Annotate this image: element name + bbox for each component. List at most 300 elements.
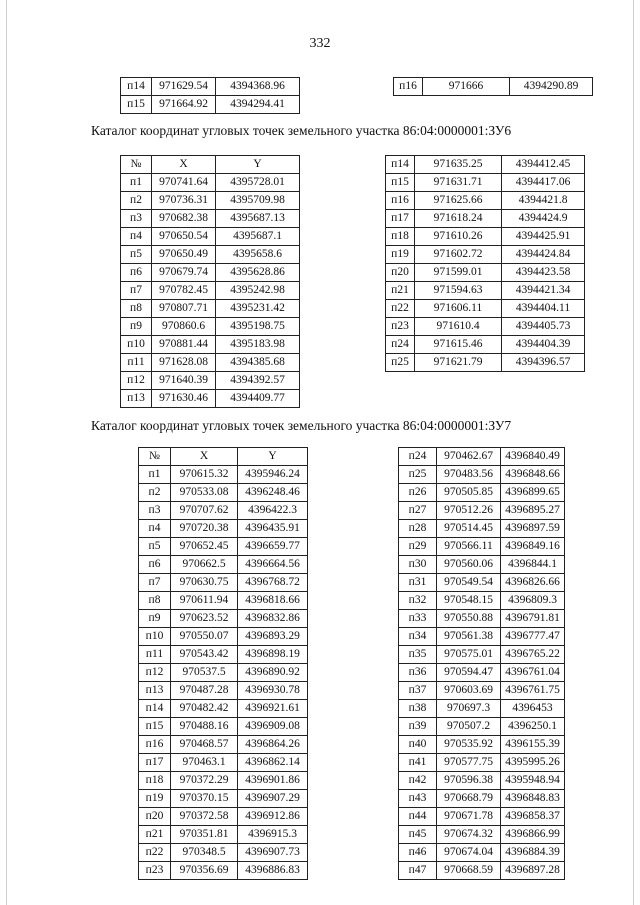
y-coordinate-cell: 4394424.84 (502, 246, 585, 264)
page-number: 332 (309, 36, 331, 51)
y-coordinate-cell: 4396848.66 (501, 466, 565, 484)
y-coordinate-cell: 4396791.81 (501, 610, 565, 628)
point-id-cell: п5 (139, 538, 171, 556)
x-coordinate-cell: 970679.74 (152, 264, 216, 282)
point-id-cell: п14 (139, 700, 171, 718)
y-coordinate-cell: 4396155.39 (501, 736, 565, 754)
table-row (399, 790, 565, 808)
point-id-cell: п11 (139, 646, 171, 664)
x-coordinate-cell: 970611.94 (171, 592, 238, 610)
x-coordinate-cell: 971631.71 (415, 174, 502, 192)
table-row (399, 484, 565, 502)
y-coordinate-cell: 4396858.37 (501, 808, 565, 826)
x-coordinate-cell: 970372.58 (171, 808, 238, 826)
table-row (139, 574, 308, 592)
x-coordinate-cell: 970674.04 (437, 844, 501, 862)
x-coordinate-cell: 970668.79 (437, 790, 501, 808)
point-id-cell: п42 (399, 772, 437, 790)
x-coordinate-cell: 970548.15 (437, 592, 501, 610)
point-id-cell: п3 (139, 502, 171, 520)
y-coordinate-cell: 4396848.83 (501, 790, 565, 808)
y-coordinate-cell: 4396862.14 (238, 754, 308, 772)
header-x: X (152, 156, 216, 174)
x-coordinate-cell: 970603.69 (437, 682, 501, 700)
table-row (139, 646, 308, 664)
y-coordinate-cell: 4396832.86 (238, 610, 308, 628)
x-coordinate-cell: 970623.52 (171, 610, 238, 628)
point-id-cell: п23 (139, 862, 171, 880)
point-id-cell: п1 (121, 174, 152, 192)
y-coordinate-cell: 4396886.83 (238, 862, 308, 880)
y-coordinate-cell: 4394417.06 (502, 174, 585, 192)
x-coordinate-cell: 971610.4 (415, 318, 502, 336)
table-row (399, 466, 565, 484)
y-coordinate-cell: 4396768.72 (238, 574, 308, 592)
y-coordinate-cell: 4396844.1 (501, 556, 565, 574)
point-id-cell: п15 (386, 174, 415, 192)
table-row (386, 336, 585, 354)
x-coordinate-cell: 970671.78 (437, 808, 501, 826)
point-id-cell: п47 (399, 862, 437, 880)
table-row (386, 210, 585, 228)
y-coordinate-cell: 4396921.61 (238, 700, 308, 718)
header-number: № (121, 156, 152, 174)
point-id-cell: п15 (139, 718, 171, 736)
y-coordinate-cell: 4396864.26 (238, 736, 308, 754)
point-id-cell: п15 (121, 96, 152, 114)
y-coordinate-cell: 4395995.26 (501, 754, 565, 772)
y-coordinate-cell: 4396901.86 (238, 772, 308, 790)
x-coordinate-cell: 970566.11 (437, 538, 501, 556)
x-coordinate-cell: 970356.69 (171, 862, 238, 880)
y-coordinate-cell: 4396930.78 (238, 682, 308, 700)
point-id-cell: п30 (399, 556, 437, 574)
point-id-cell: п6 (139, 556, 171, 574)
point-id-cell: п31 (399, 574, 437, 592)
table-row (399, 448, 565, 466)
point-id-cell: п37 (399, 682, 437, 700)
x-coordinate-cell: 970596.38 (437, 772, 501, 790)
y-coordinate-cell: 4394404.39 (502, 336, 585, 354)
table-row (121, 318, 300, 336)
x-coordinate-cell: 970860.6 (152, 318, 216, 336)
point-id-cell: п17 (386, 210, 415, 228)
point-id-cell: п12 (121, 372, 152, 390)
point-id-cell: п13 (121, 390, 152, 408)
point-id-cell: п10 (139, 628, 171, 646)
table-row (139, 772, 308, 790)
x-coordinate-cell: 970594.47 (437, 664, 501, 682)
x-coordinate-cell: 971594.63 (415, 282, 502, 300)
point-id-cell: п46 (399, 844, 437, 862)
point-id-cell: п12 (139, 664, 171, 682)
point-id-cell: п10 (121, 336, 152, 354)
x-coordinate-cell: 970782.45 (152, 282, 216, 300)
table-row (121, 192, 300, 210)
y-coordinate-cell: 4396884.39 (501, 844, 565, 862)
header-y: Y (216, 156, 300, 174)
x-coordinate-cell: 971602.72 (415, 246, 502, 264)
x-coordinate-cell: 970561.38 (437, 628, 501, 646)
table-row (399, 826, 565, 844)
point-id-cell: п18 (139, 772, 171, 790)
table-row (399, 556, 565, 574)
y-coordinate-cell: 4396890.92 (238, 664, 308, 682)
point-id-cell: п8 (121, 300, 152, 318)
point-id-cell: п8 (139, 592, 171, 610)
table-row (139, 808, 308, 826)
x-coordinate-cell: 971629.54 (152, 78, 216, 96)
y-coordinate-cell: 4396915.3 (238, 826, 308, 844)
point-id-cell: п24 (386, 336, 415, 354)
point-id-cell: п11 (121, 354, 152, 372)
x-coordinate-cell: 970650.54 (152, 228, 216, 246)
x-coordinate-cell: 970351.81 (171, 826, 238, 844)
table-row (121, 78, 300, 96)
point-id-cell: п21 (139, 826, 171, 844)
point-id-cell: п39 (399, 718, 437, 736)
coords-table-zu6-right (385, 155, 585, 372)
point-id-cell: п16 (386, 192, 415, 210)
table-row (139, 700, 308, 718)
y-coordinate-cell: 4394409.77 (216, 390, 300, 408)
table-row (386, 174, 585, 192)
table-row (399, 628, 565, 646)
point-id-cell: п13 (139, 682, 171, 700)
y-coordinate-cell: 4395948.94 (501, 772, 565, 790)
y-coordinate-cell: 4394290.89 (510, 78, 593, 96)
table-row (399, 682, 565, 700)
x-coordinate-cell: 970468.57 (171, 736, 238, 754)
table-row (139, 466, 308, 484)
y-coordinate-cell: 4394423.58 (502, 264, 585, 282)
table-row (139, 754, 308, 772)
table-row (386, 156, 585, 174)
table-row (399, 520, 565, 538)
point-id-cell: п36 (399, 664, 437, 682)
y-coordinate-cell: 4396765.22 (501, 646, 565, 664)
y-coordinate-cell: 4396840.49 (501, 448, 565, 466)
table-row (139, 844, 308, 862)
coords-table-zu7-right (398, 447, 565, 880)
table-row (121, 246, 300, 264)
y-coordinate-cell: 4396909.08 (238, 718, 308, 736)
y-coordinate-cell: 4395709.98 (216, 192, 300, 210)
y-coordinate-cell: 4394421.34 (502, 282, 585, 300)
point-id-cell: п25 (386, 354, 415, 372)
y-coordinate-cell: 4396912.86 (238, 808, 308, 826)
y-coordinate-cell: 4396248.46 (238, 484, 308, 502)
x-coordinate-cell: 970507.2 (437, 718, 501, 736)
scan-edge-right (633, 0, 634, 905)
x-coordinate-cell: 971625.66 (415, 192, 502, 210)
x-coordinate-cell: 970736.31 (152, 192, 216, 210)
table-row (399, 700, 565, 718)
table-row (386, 282, 585, 300)
point-id-cell: п7 (121, 282, 152, 300)
x-coordinate-cell: 971664.92 (152, 96, 216, 114)
y-coordinate-cell: 4396761.04 (501, 664, 565, 682)
x-coordinate-cell: 970483.56 (437, 466, 501, 484)
x-coordinate-cell: 971621.79 (415, 354, 502, 372)
table-row (399, 646, 565, 664)
y-coordinate-cell: 4396849.16 (501, 538, 565, 556)
x-coordinate-cell: 970630.75 (171, 574, 238, 592)
table-row (139, 538, 308, 556)
y-coordinate-cell: 4396907.73 (238, 844, 308, 862)
table-row (386, 246, 585, 264)
y-coordinate-cell: 4396422.3 (238, 502, 308, 520)
point-id-cell: п17 (139, 754, 171, 772)
table-row (139, 556, 308, 574)
table-row (139, 790, 308, 808)
table-row (399, 844, 565, 862)
x-coordinate-cell: 970668.59 (437, 862, 501, 880)
table-row (386, 318, 585, 336)
y-coordinate-cell: 4395946.24 (238, 466, 308, 484)
table-row (139, 718, 308, 736)
table-row (399, 610, 565, 628)
point-id-cell: п27 (399, 502, 437, 520)
y-coordinate-cell: 4396897.28 (501, 862, 565, 880)
x-coordinate-cell: 970533.08 (171, 484, 238, 502)
x-coordinate-cell: 970741.64 (152, 174, 216, 192)
x-coordinate-cell: 970807.71 (152, 300, 216, 318)
y-coordinate-cell: 4395687.1 (216, 228, 300, 246)
table-row (399, 754, 565, 772)
point-id-cell: п29 (399, 538, 437, 556)
table-row (399, 502, 565, 520)
table-row (121, 264, 300, 282)
x-coordinate-cell: 970370.15 (171, 790, 238, 808)
table-row (399, 808, 565, 826)
table-row (139, 826, 308, 844)
table-row (121, 210, 300, 228)
table-row (121, 390, 300, 408)
x-coordinate-cell: 970514.45 (437, 520, 501, 538)
point-id-cell: п44 (399, 808, 437, 826)
x-coordinate-cell: 970575.01 (437, 646, 501, 664)
x-coordinate-cell: 970652.45 (171, 538, 238, 556)
x-coordinate-cell: 970535.92 (437, 736, 501, 754)
table-row (386, 264, 585, 282)
x-coordinate-cell: 971615.46 (415, 336, 502, 354)
point-id-cell: п25 (399, 466, 437, 484)
x-coordinate-cell: 970482.42 (171, 700, 238, 718)
y-coordinate-cell: 4394424.9 (502, 210, 585, 228)
table-row (139, 664, 308, 682)
x-coordinate-cell: 970697.3 (437, 700, 501, 718)
y-coordinate-cell: 4394412.45 (502, 156, 585, 174)
x-coordinate-cell: 970372.29 (171, 772, 238, 790)
table-row (386, 228, 585, 246)
header-x: X (171, 448, 238, 466)
y-coordinate-cell: 4396893.29 (238, 628, 308, 646)
y-coordinate-cell: 4395728.01 (216, 174, 300, 192)
y-coordinate-cell: 4396826.66 (501, 574, 565, 592)
point-id-cell: п23 (386, 318, 415, 336)
y-coordinate-cell: 4395242.98 (216, 282, 300, 300)
header-number: № (139, 448, 171, 466)
point-id-cell: п34 (399, 628, 437, 646)
table-row (139, 484, 308, 502)
y-coordinate-cell: 4395687.13 (216, 210, 300, 228)
x-coordinate-cell: 970682.38 (152, 210, 216, 228)
y-coordinate-cell: 4396664.56 (238, 556, 308, 574)
x-coordinate-cell: 970512.26 (437, 502, 501, 520)
x-coordinate-cell: 970462.67 (437, 448, 501, 466)
table-row (399, 736, 565, 754)
y-coordinate-cell: 4396907.29 (238, 790, 308, 808)
point-id-cell: п26 (399, 484, 437, 502)
table-row (399, 718, 565, 736)
point-id-cell: п5 (121, 246, 152, 264)
x-coordinate-cell: 970537.5 (171, 664, 238, 682)
y-coordinate-cell: 4396895.27 (501, 502, 565, 520)
table-row (121, 174, 300, 192)
point-id-cell: п43 (399, 790, 437, 808)
point-id-cell: п9 (121, 318, 152, 336)
y-coordinate-cell: 4396818.66 (238, 592, 308, 610)
point-id-cell: п32 (399, 592, 437, 610)
point-id-cell: п40 (399, 736, 437, 754)
table-row (139, 682, 308, 700)
point-id-cell: п22 (386, 300, 415, 318)
y-coordinate-cell: 4396250.1 (501, 718, 565, 736)
point-id-cell: п4 (139, 520, 171, 538)
x-coordinate-cell: 970505.85 (437, 484, 501, 502)
point-id-cell: п1 (139, 466, 171, 484)
point-id-cell: п4 (121, 228, 152, 246)
x-coordinate-cell: 970488.16 (171, 718, 238, 736)
x-coordinate-cell: 970463.1 (171, 754, 238, 772)
table-row (139, 628, 308, 646)
table-row (121, 354, 300, 372)
table-row (399, 664, 565, 682)
x-coordinate-cell: 970662.5 (171, 556, 238, 574)
y-coordinate-cell: 4394404.11 (502, 300, 585, 318)
table-row (139, 592, 308, 610)
point-id-cell: п3 (121, 210, 152, 228)
section-heading-zu6: Каталог координат угловых точек земельного участка 86:04:0000001:ЗУ6 (91, 123, 512, 138)
x-coordinate-cell: 970674.32 (437, 826, 501, 844)
point-id-cell: п45 (399, 826, 437, 844)
x-coordinate-cell: 970487.28 (171, 682, 238, 700)
table-row (399, 592, 565, 610)
point-id-cell: п41 (399, 754, 437, 772)
x-coordinate-cell: 970577.75 (437, 754, 501, 772)
y-coordinate-cell: 4394294.41 (216, 96, 300, 114)
x-coordinate-cell: 970720.38 (171, 520, 238, 538)
x-coordinate-cell: 970348.5 (171, 844, 238, 862)
point-id-cell: п19 (386, 246, 415, 264)
point-id-cell: п6 (121, 264, 152, 282)
coords-table-zu7-left (138, 447, 308, 880)
y-coordinate-cell: 4394421.8 (502, 192, 585, 210)
table-row (399, 538, 565, 556)
point-id-cell: п18 (386, 228, 415, 246)
y-coordinate-cell: 4395198.75 (216, 318, 300, 336)
x-coordinate-cell: 971630.46 (152, 390, 216, 408)
point-id-cell: п33 (399, 610, 437, 628)
table-row (386, 300, 585, 318)
y-coordinate-cell: 4394396.57 (502, 354, 585, 372)
y-coordinate-cell: 4394385.68 (216, 354, 300, 372)
table-row (394, 78, 593, 96)
x-coordinate-cell: 970543.42 (171, 646, 238, 664)
y-coordinate-cell: 4395231.42 (216, 300, 300, 318)
y-coordinate-cell: 4396866.99 (501, 826, 565, 844)
x-coordinate-cell: 971666 (423, 78, 510, 96)
point-id-cell: п19 (139, 790, 171, 808)
table-row (386, 354, 585, 372)
x-coordinate-cell: 970615.32 (171, 466, 238, 484)
point-id-cell: п20 (386, 264, 415, 282)
table-row (121, 96, 300, 114)
point-id-cell: п24 (399, 448, 437, 466)
table-row (121, 336, 300, 354)
y-coordinate-cell: 4394368.96 (216, 78, 300, 96)
point-id-cell: п38 (399, 700, 437, 718)
y-coordinate-cell: 4395658.6 (216, 246, 300, 264)
table-row (399, 772, 565, 790)
y-coordinate-cell: 4394425.91 (502, 228, 585, 246)
table-row (139, 502, 308, 520)
point-id-cell: п22 (139, 844, 171, 862)
x-coordinate-cell: 970707.62 (171, 502, 238, 520)
x-coordinate-cell: 971618.24 (415, 210, 502, 228)
x-coordinate-cell: 971599.01 (415, 264, 502, 282)
continuation-table-right (393, 77, 593, 96)
point-id-cell: п7 (139, 574, 171, 592)
table-row (399, 574, 565, 592)
table-row (121, 300, 300, 318)
point-id-cell: п16 (139, 736, 171, 754)
table-row (139, 610, 308, 628)
table-row (139, 520, 308, 538)
x-coordinate-cell: 970550.07 (171, 628, 238, 646)
continuation-table-left (120, 77, 300, 114)
y-coordinate-cell: 4396897.59 (501, 520, 565, 538)
table-row (386, 192, 585, 210)
table-row (139, 862, 308, 880)
y-coordinate-cell: 4396809.3 (501, 592, 565, 610)
x-coordinate-cell: 970881.44 (152, 336, 216, 354)
y-coordinate-cell: 4396777.47 (501, 628, 565, 646)
y-coordinate-cell: 4396898.19 (238, 646, 308, 664)
point-id-cell: п2 (121, 192, 152, 210)
section-heading-zu7: Каталог координат угловых точек земельного участка 86:04:0000001:ЗУ7 (91, 418, 512, 433)
y-coordinate-cell: 4396453 (501, 700, 565, 718)
x-coordinate-cell: 971635.25 (415, 156, 502, 174)
table-row (121, 282, 300, 300)
x-coordinate-cell: 970550.88 (437, 610, 501, 628)
y-coordinate-cell: 4396435.91 (238, 520, 308, 538)
point-id-cell: п21 (386, 282, 415, 300)
y-coordinate-cell: 4394405.73 (502, 318, 585, 336)
point-id-cell: п35 (399, 646, 437, 664)
y-coordinate-cell: 4395628.86 (216, 264, 300, 282)
x-coordinate-cell: 971606.11 (415, 300, 502, 318)
table-row (399, 862, 565, 880)
x-coordinate-cell: 970650.49 (152, 246, 216, 264)
y-coordinate-cell: 4396899.65 (501, 484, 565, 502)
y-coordinate-cell: 4396659.77 (238, 538, 308, 556)
y-coordinate-cell: 4396761.75 (501, 682, 565, 700)
x-coordinate-cell: 970549.54 (437, 574, 501, 592)
scan-edge-left (6, 0, 7, 905)
table-row (121, 228, 300, 246)
